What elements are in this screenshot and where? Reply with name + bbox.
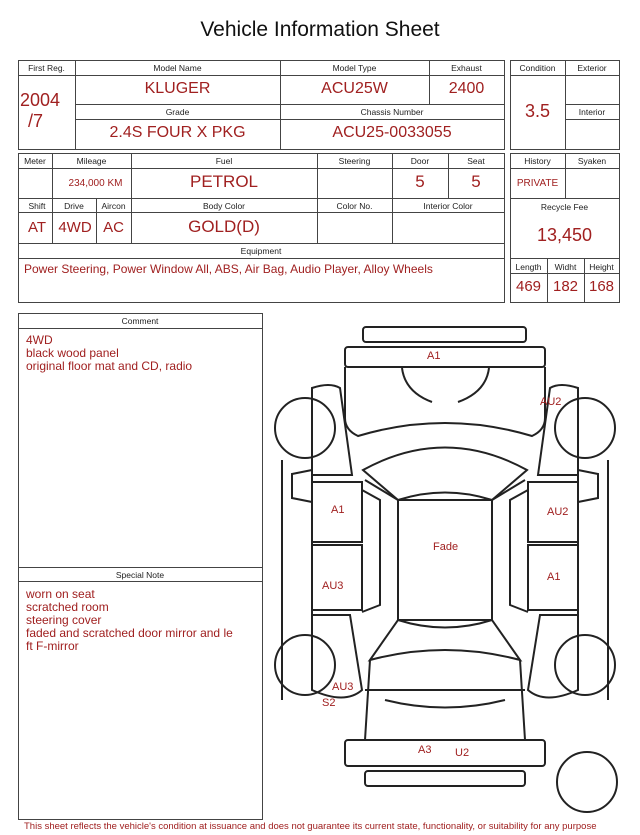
interior-label: Interior xyxy=(578,107,606,117)
body-color-value: GOLD(D) xyxy=(188,217,260,236)
shift-label: Shift xyxy=(28,201,46,211)
history-label: History xyxy=(524,156,551,166)
mark-right-front-fender: AU2 xyxy=(540,396,562,408)
shift-value: AT xyxy=(27,219,47,236)
comment-label: Comment xyxy=(121,316,159,326)
exhaust-label: Exhaust xyxy=(451,63,482,73)
mark-left-front-door: A1 xyxy=(331,504,345,516)
model-name-value: KLUGER xyxy=(144,80,211,97)
model-type-value: ACU25W xyxy=(321,80,388,97)
length-label: Length xyxy=(515,262,542,272)
seat-label: Seat xyxy=(467,156,485,166)
length-value: 469 xyxy=(515,278,542,295)
body-color-label: Body Color xyxy=(202,201,246,211)
mark-rear-bumper-1: A3 xyxy=(418,744,432,756)
mark-rear-bumper-2: U2 xyxy=(455,747,470,759)
chassis-number-label: Chassis Number xyxy=(360,107,424,117)
drive-value: 4WD xyxy=(58,219,92,236)
special-note-line: worn on seat xyxy=(26,587,95,601)
mark-front-bumper: A1 xyxy=(427,350,441,362)
grade-label: Grade xyxy=(165,107,190,117)
equipment-value: Power Steering, Power Window All, ABS, Air Bag, Audio Player, Alloy Wheels xyxy=(24,262,433,276)
interior-color-label: Interior Color xyxy=(423,201,473,211)
comment-line: 4WD xyxy=(26,333,53,347)
special-note-line: faded and scratched door mirror and le xyxy=(26,626,233,640)
first-reg-month: /7 xyxy=(28,111,44,131)
special-note-line: ft F-mirror xyxy=(26,639,79,653)
comment-line: original floor mat and CD, radio xyxy=(26,359,193,373)
special-note-line: scratched room xyxy=(26,600,109,614)
model-type-label: Model Type xyxy=(332,63,377,73)
special-note-line: steering cover xyxy=(26,613,102,627)
model-name-label: Model Name xyxy=(153,63,202,73)
width-value: 182 xyxy=(552,278,579,295)
history-value: PRIVATE xyxy=(516,178,559,189)
exhaust-value: 2400 xyxy=(448,80,485,97)
door-value: 5 xyxy=(415,172,425,191)
syaken-label: Syaken xyxy=(577,156,607,166)
drive-label: Drive xyxy=(64,201,84,211)
page-title: Vehicle Information Sheet xyxy=(200,18,440,41)
mark-right-front-door: AU2 xyxy=(547,506,569,518)
exterior-label: Exterior xyxy=(577,63,607,73)
height-label: Height xyxy=(589,262,614,272)
mark-roof: Fade xyxy=(433,541,459,553)
fuel-value: PETROL xyxy=(189,172,259,191)
chassis-number-value: ACU25-0033055 xyxy=(332,124,452,141)
mark-left-rear-door: AU3 xyxy=(322,580,344,592)
recycle-fee-label: Recycle Fee xyxy=(540,202,589,212)
mileage-value: 234,000 KM xyxy=(68,178,123,189)
recycle-fee-value: 13,450 xyxy=(536,225,593,245)
door-label: Door xyxy=(410,156,430,166)
steering-label: Steering xyxy=(338,156,371,166)
grade-value: 2.4S FOUR X PKG xyxy=(109,124,246,141)
aircon-label: Aircon xyxy=(101,201,126,211)
comment-line: black wood panel xyxy=(26,346,119,360)
color-no-label: Color No. xyxy=(336,201,373,211)
seat-value: 5 xyxy=(471,172,481,191)
height-value: 168 xyxy=(588,278,615,295)
condition-label: Condition xyxy=(519,63,556,73)
first-reg-label: First Reg. xyxy=(28,63,65,73)
fuel-label: Fuel xyxy=(215,156,233,166)
mark-right-rear-door: A1 xyxy=(547,571,561,583)
width-label: Widht xyxy=(554,262,577,272)
special-note-label: Special Note xyxy=(115,570,165,580)
equipment-label: Equipment xyxy=(240,246,282,256)
mark-left-rear-fender-1: AU3 xyxy=(332,681,354,693)
condition-value: 3.5 xyxy=(524,101,551,121)
aircon-value: AC xyxy=(103,219,124,236)
first-reg-year: 2004 xyxy=(20,90,61,110)
disclaimer-footer: This sheet reflects the vehicle's condition at issuance and does not guarantee its current state, functionality, or suitability for any purpose xyxy=(24,821,597,832)
mileage-label: Mileage xyxy=(76,156,107,166)
mark-left-rear-fender-2: S2 xyxy=(322,697,336,709)
meter-label: Meter xyxy=(24,156,46,166)
